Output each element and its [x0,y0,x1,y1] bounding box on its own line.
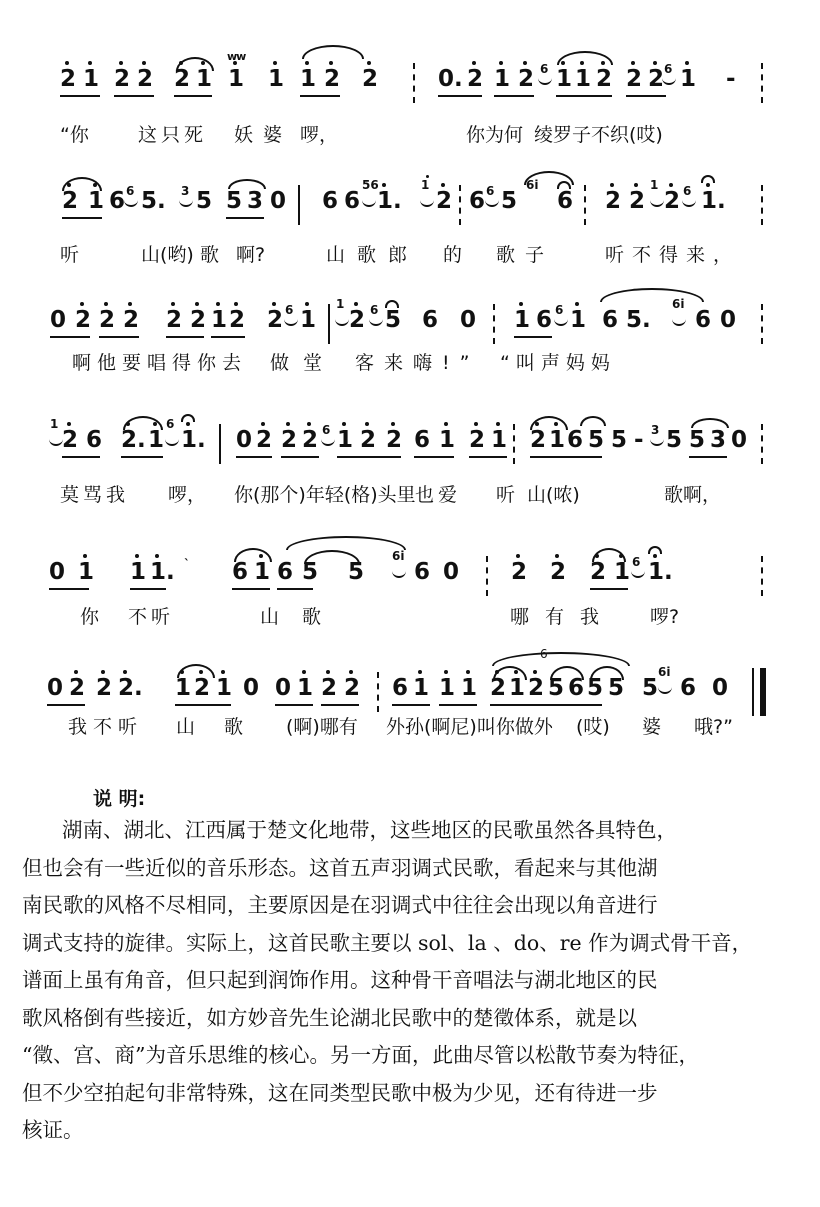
note: 1 [196,66,213,92]
notation-text [0,0,1,1]
note: 2 [194,675,211,701]
note: 1 [680,66,697,92]
lyric: 山 [176,716,196,738]
note: 2 [436,188,453,214]
note: - [634,427,644,453]
note: 2 [530,427,547,453]
note: 6 [469,188,486,214]
note: 1 [228,66,245,92]
note: 6 [567,427,584,453]
lyric: 歌 [302,606,322,628]
note: 1 [254,559,271,585]
lyric: 莫骂我 [60,484,130,506]
note: 2 [62,427,79,453]
lyric: 的 [443,244,463,266]
grace-note: 1 [50,417,59,431]
note: 0 [243,675,260,701]
note: 0 [720,307,737,333]
lyric: 山(哟) [141,244,194,266]
explanation-line: 但也会有一些近似的音乐形态。这首五声羽调式民歌，看起来与其他湖 [22,855,658,880]
note: 2 [362,66,379,92]
note: 2 [190,307,207,333]
grace-note: 6 [683,184,692,198]
note: 2 [344,675,361,701]
note: 2 [281,427,298,453]
grace-note: 6i [658,665,671,679]
grace-note: 6 [486,184,495,198]
note: 1 [614,559,631,585]
lyric: 我不听 [68,716,144,738]
note: 2 [518,66,535,92]
lyric: 听不得来， [605,244,741,266]
note: 5. [626,307,651,333]
note: 2 [321,675,338,701]
grace-note: 6 [540,62,549,76]
lyric: 也爱 [415,484,462,506]
note: 0 [712,675,729,701]
note: 5 [548,675,565,701]
note: 2 [596,66,613,92]
note: 6 [277,559,294,585]
lyric: 山(哝) [527,484,580,506]
note: 0 [47,675,64,701]
lyric: 哪有我 [510,606,616,628]
lyric: 客来嗨!” [355,352,480,374]
lyric: 绫罗子不织(哎) [534,124,663,146]
tuplet-mark: 6 [540,647,548,661]
note: 1 [575,66,592,92]
lyric: 你(那个)年轻(格)头里 [234,484,416,506]
note: 1. [377,188,402,214]
note: 5 [642,675,659,701]
note: 2 [96,675,113,701]
grace-note: 1 [421,178,430,192]
note: 2 [256,427,273,453]
note: 1. [701,188,726,214]
note: 0 [275,675,292,701]
note: 5 [588,427,605,453]
note: 2 [137,66,154,92]
grace-note: 6 [166,417,175,431]
note: 2 [75,307,92,333]
note: 6 [414,559,431,585]
note: 6 [344,188,361,214]
lyric: 啊他要唱得你去 [72,352,248,374]
lyric: 歌 [200,244,220,266]
grace-note: 6 [322,423,331,437]
note: 0 [443,559,460,585]
note: 1 [509,675,526,701]
note: 1 [549,427,566,453]
explanation-line: 南民歌的风格不尽相同，主要原因是在羽调式中往往会出现以角音进行 [22,893,658,917]
grace-note: 6 [370,303,379,317]
note: 2 [511,559,528,585]
explanation-heading: 说 明: [93,788,146,810]
note: 2 [302,427,319,453]
grace-note: 6 [632,555,641,569]
lyric: 你为何 [466,124,524,146]
grace-note: 6 [664,62,673,76]
lyric: 哦?” [694,716,733,738]
lyric: (哎) [576,716,610,738]
lyric: 歌啊， [664,484,722,506]
explanation-line: 歌风格倒有些接近，如方妙音先生论湖北民歌中的楚徵体系，就是以 [22,1005,637,1030]
note: 3 [247,188,264,214]
note: 0 [236,427,253,453]
note: 5 [385,307,402,333]
note: 0. [438,66,463,92]
note: 1 [556,66,573,92]
note: 6 [422,307,439,333]
note: 2 [174,66,191,92]
note: 2 [528,675,545,701]
note: 0 [731,427,748,453]
note: 6 [392,675,409,701]
note: 1 [297,675,314,701]
note: 1 [83,66,100,92]
explanation-line: 但不少空拍起句非常特殊，这在同类型民歌中极为少见，还有待进一步 [22,1080,658,1105]
note: 1 [439,427,456,453]
note: 1 [439,675,456,701]
grace-note: 3 [181,184,190,198]
note: 6 [109,188,126,214]
note: 2 [664,188,681,214]
note: 2 [469,427,486,453]
note: 2 [324,66,341,92]
note: 5 [611,427,628,453]
lyric: 不听 [128,606,175,628]
explanation-body [22,812,780,1150]
lyric: (啊)哪有 [286,716,358,738]
note: 6 [414,427,431,453]
lyric: 啰? [650,606,680,628]
note: 2 [123,307,140,333]
note: 2 [229,307,246,333]
note: 6 [86,427,103,453]
lyric: 山歌郎 [326,244,420,266]
note: 6 [568,675,585,701]
note: 2 [99,307,116,333]
note: 6 [536,307,553,333]
note: 2 [590,559,607,585]
note: 5 [608,675,625,701]
lyric: “叫声妈妈 [500,352,616,374]
note: 1 [78,559,95,585]
note: 2 [386,427,403,453]
grace-note: 56 [362,178,379,192]
note: 1 [514,307,531,333]
lyric: 妖婆 [234,124,293,146]
note: 6 [695,307,712,333]
lyric: 歌子 [496,244,555,266]
note: 2 [626,66,643,92]
note: 1 [88,188,105,214]
explanation-line: 核证。 [22,1118,84,1142]
note: 1 [413,675,430,701]
grace-note: 6i [672,297,685,311]
note: 5. [141,188,166,214]
note: 6 [602,307,619,333]
explanation-line: “徵、宫、商”为音乐思维的核心。另一方面，此曲尽管以松散节奏为特征， [22,1043,699,1067]
note: 2. [118,675,143,701]
note: 1 [570,307,587,333]
note: 1. [150,559,175,585]
grace-note: 6i [526,178,539,192]
note: 2 [490,675,507,701]
lyric: 山 [260,606,280,628]
grace-note: 6i [392,549,405,563]
note: 1 [337,427,354,453]
note: 2 [467,66,484,92]
note: 1. [181,427,206,453]
note: 1 [216,675,233,701]
grace-note: 6 [555,303,564,317]
note: 2 [629,188,646,214]
note: 5 [348,559,365,585]
note: 2 [267,307,284,333]
note: 2. [121,427,146,453]
note: 0 [460,307,477,333]
note: 2 [648,66,665,92]
note: 0 [50,307,67,333]
note: 5 [302,559,319,585]
note: 5 [501,188,518,214]
note: 3 [710,427,727,453]
note: 5 [666,427,683,453]
breath-mark: ` [184,557,190,571]
lyric: 外孙(啊尼)叫你做外 [386,716,553,738]
lyric: 听 [60,244,80,266]
note: 1 [148,427,165,453]
note: - [726,66,736,92]
explanation-line: 调式支持的旋律。实际上，这首民歌主要以 sol、la 、do、re 作为调式骨干音， [22,930,753,955]
note: 1 [175,675,192,701]
note: 6 [680,675,697,701]
note: 1. [648,559,673,585]
note: 5 [689,427,706,453]
note: 5 [226,188,243,214]
lyric: 啰， [168,484,207,506]
grace-note: 1 [336,297,345,311]
lyric: 婆 [642,716,662,738]
note: 1 [211,307,228,333]
note: 2 [69,675,86,701]
note: 1 [491,427,508,453]
lyric: 啊? [236,244,266,266]
note: 1 [268,66,285,92]
note: 5 [196,188,213,214]
note: 1 [300,66,317,92]
note: 1 [300,307,317,333]
note: 1 [494,66,511,92]
note: 2 [62,188,79,214]
note: 2 [60,66,77,92]
note: 2 [349,307,366,333]
note: 1 [461,675,478,701]
note: 2 [605,188,622,214]
note: 6 [557,188,574,214]
grace-note: 6 [126,184,135,198]
lyric: 你 [80,606,100,628]
note: 6 [232,559,249,585]
note: 5 [587,675,604,701]
lyric: 听 [496,484,516,506]
grace-note: 1 [650,178,659,192]
lyric: 这只死 [138,124,208,146]
note: 6 [322,188,339,214]
lyric: 做堂 [270,352,337,374]
note: 2 [550,559,567,585]
note: 0 [270,188,287,214]
note: 0 [49,559,66,585]
grace-note: 6 [285,303,294,317]
note: 2 [360,427,377,453]
note: 2 [114,66,131,92]
mordent-icon: ww [227,50,246,63]
note: 2 [166,307,183,333]
note: 1 [130,559,147,585]
lyric: “你 [60,124,89,146]
grace-note: 3 [651,423,660,437]
lyric: 歌 [224,716,244,738]
explanation-line: 湖南、湖北、江西属于楚文化地带，这些地区的民歌虽然各具特色， [62,818,677,842]
explanation-line: 谱面上虽有角音，但只起到润饰作用。这种骨干音唱法与湖北地区的民 [22,968,658,992]
lyric: 啰， [300,124,339,146]
